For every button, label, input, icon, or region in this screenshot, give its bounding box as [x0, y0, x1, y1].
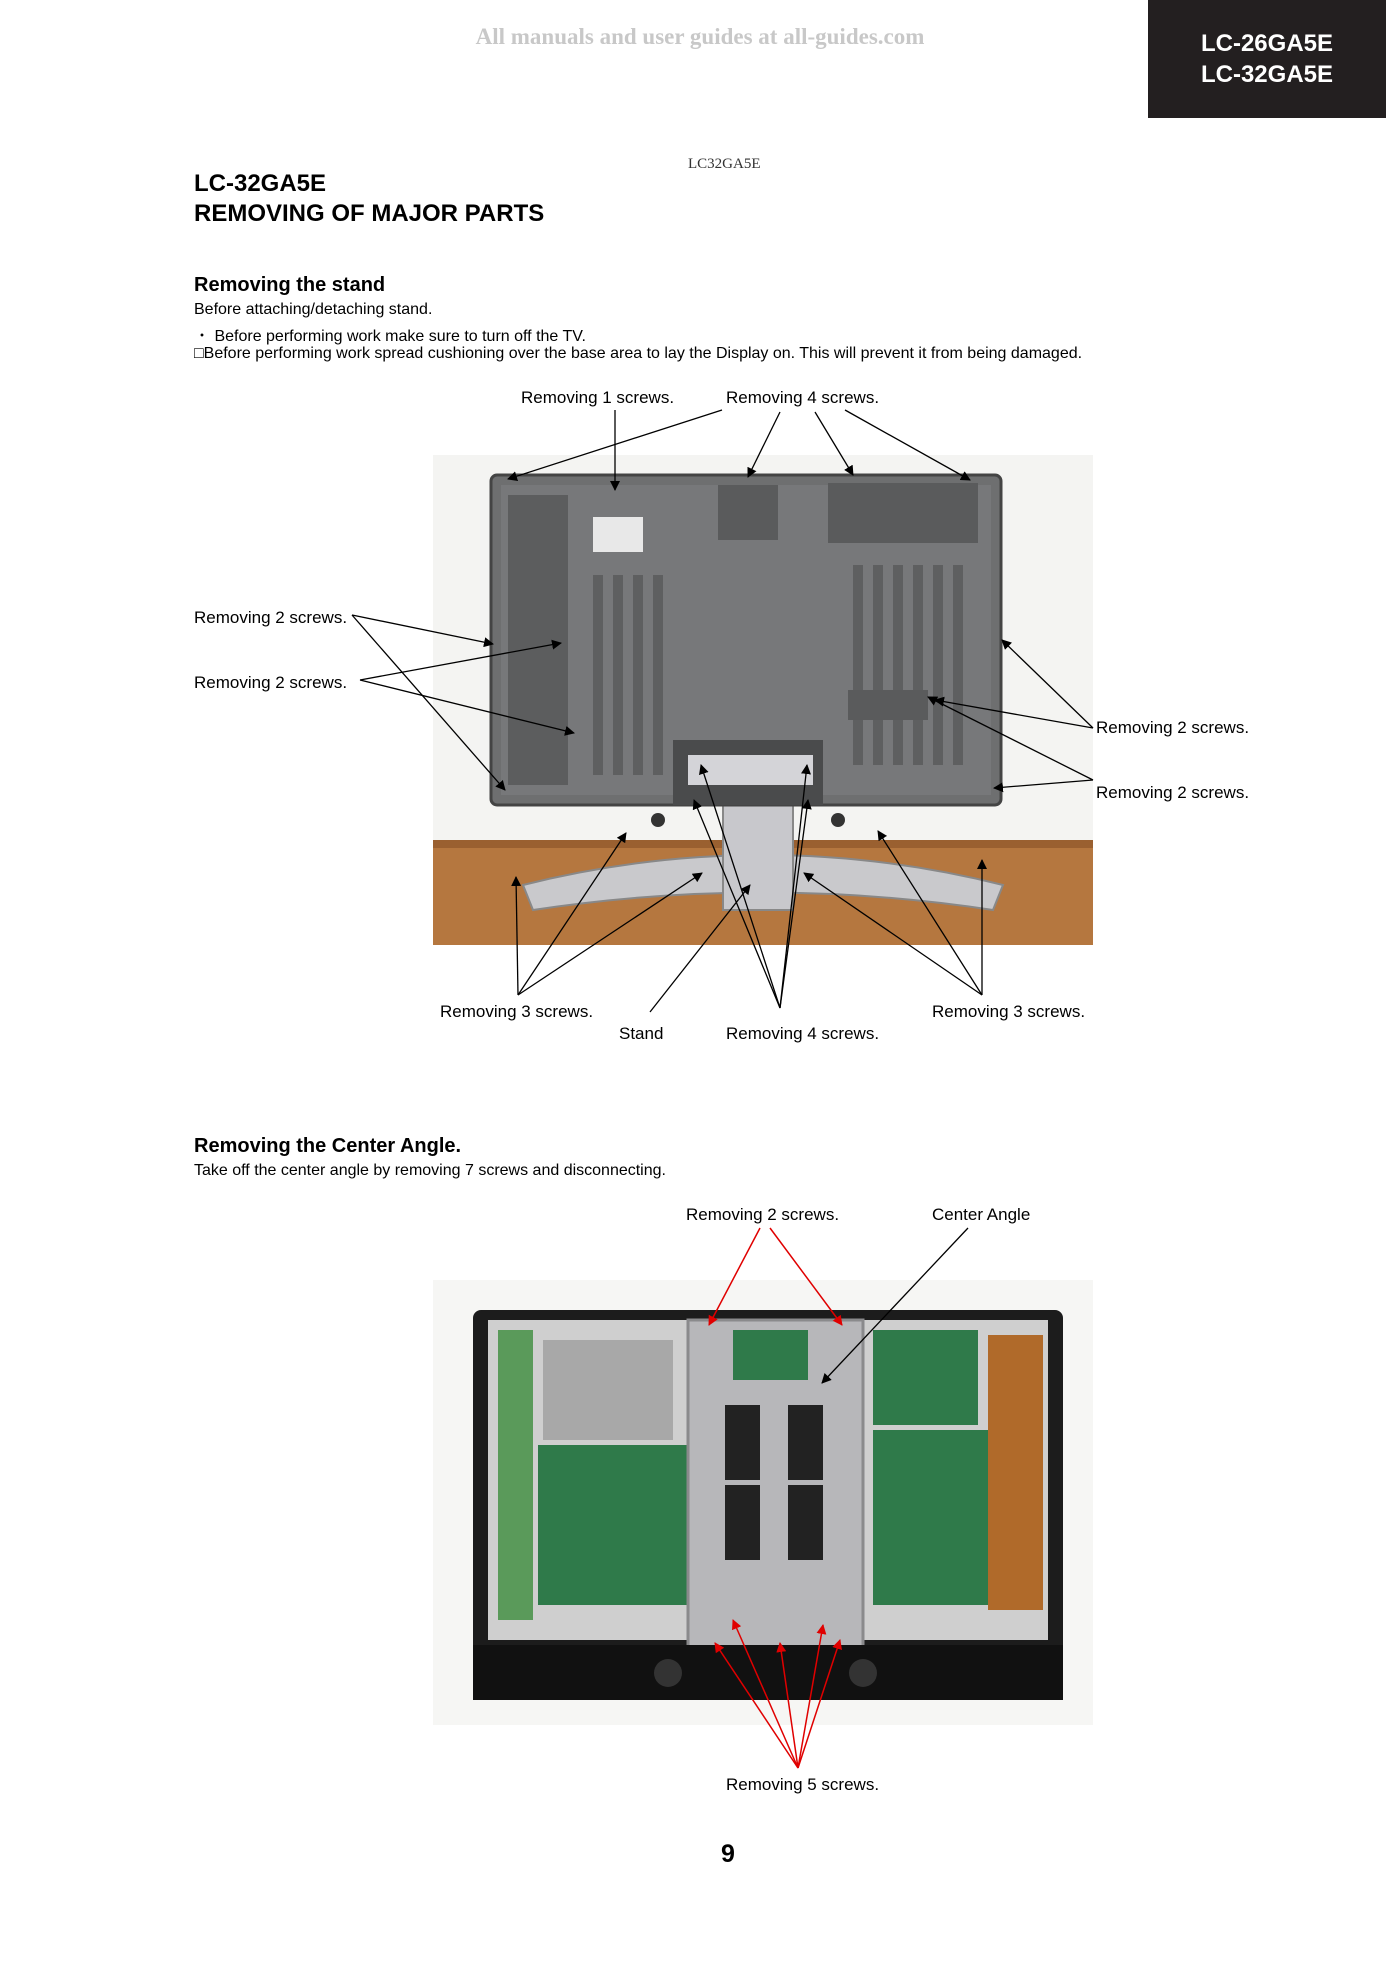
section-stand-heading: Removing the stand: [194, 274, 386, 296]
section-stand-line-1: Before attaching/detaching stand.: [194, 301, 433, 318]
chassis-illustration: [433, 1280, 1093, 1725]
model-name-1: LC-26GA5E: [1200, 30, 1334, 57]
label-bottom-screws-5: Removing 5 screws.: [726, 1775, 880, 1794]
page-title: REMOVING OF MAJOR PARTS: [194, 200, 545, 227]
section-stand-line-2: ・ Before performing work make sure to turn off the TV.: [194, 328, 586, 345]
label-top-screws-2: Removing 2 screws.: [686, 1205, 840, 1224]
page-model: LC-32GA5E: [194, 170, 327, 197]
label-right-screws-2: Removing 2 screws.: [1096, 783, 1250, 802]
section-center-angle-heading: Removing the Center Angle.: [194, 1135, 462, 1157]
section-center-angle-line-1: Take off the center angle by removing 7 screws and disconnecting.: [194, 1162, 666, 1179]
chassis-photo: [433, 1280, 1093, 1725]
page-number: 9: [721, 1840, 735, 1868]
label-bottom-left-screws: Removing 3 screws.: [440, 1002, 594, 1021]
model-box: [1148, 0, 1386, 118]
model-name-2: LC-32GA5E: [1200, 61, 1334, 88]
tv-back-illustration: [433, 455, 1093, 945]
label-bottom-right-screws: Removing 3 screws.: [932, 1002, 1086, 1021]
tv-back-photo: [433, 455, 1093, 945]
watermark: All manuals and user guides at all-guides.com: [475, 24, 925, 49]
label-left-screws-1: Removing 2 screws.: [194, 608, 348, 627]
label-bottom-center-screws: Removing 4 screws.: [726, 1024, 880, 1043]
section-stand-line-3: □Before performing work spread cushioning over the base area to lay the Display on. This will prevent it from being damaged.: [194, 345, 1083, 362]
label-top-left-screws: Removing 1 screws.: [521, 388, 675, 407]
label-stand: Stand: [619, 1024, 664, 1043]
label-center-angle: Center Angle: [932, 1205, 1031, 1224]
label-right-screws-1: Removing 2 screws.: [1096, 718, 1250, 737]
label-left-screws-2: Removing 2 screws.: [194, 673, 348, 692]
small-model-label: LC32GA5E: [688, 156, 761, 172]
label-top-right-screws: Removing 4 screws.: [726, 388, 880, 407]
